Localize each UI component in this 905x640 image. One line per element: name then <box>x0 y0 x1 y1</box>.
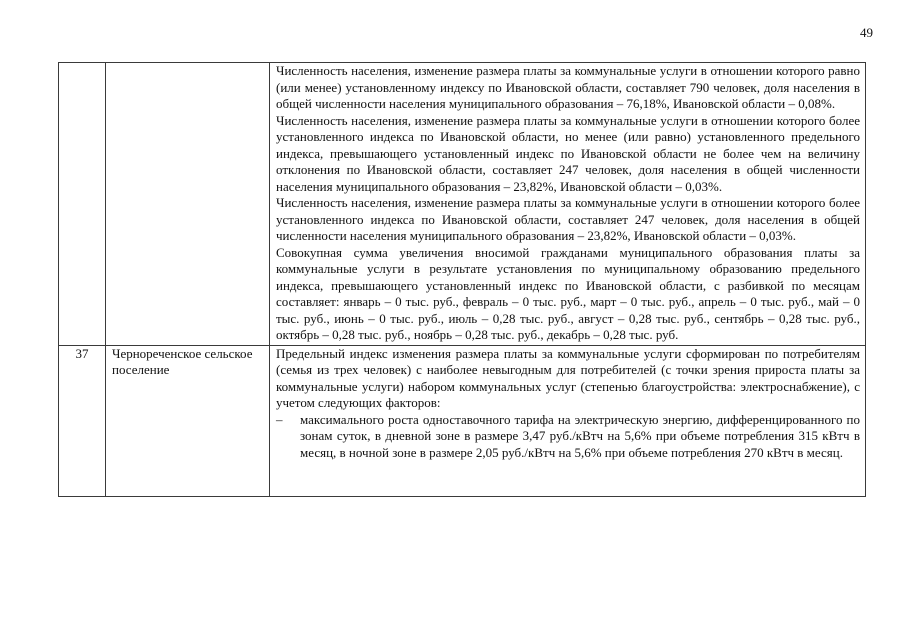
dash-bullet-icon: – <box>276 411 283 427</box>
page-number: 49 <box>860 25 873 40</box>
municipality-name-cell: Чернореченское сельское поселение <box>106 345 270 496</box>
paragraph: Численность населения, изменение размера платы за коммунальные услуги в отношении которого равно (или менее) установленному индексу по Ивановской области, составляет 790 человек, доля населения в общей численности населения муниципального образования – 76,18%, Ивановской области – 0,08%. <box>276 63 860 111</box>
bullet-item <box>276 412 860 462</box>
paragraph: Численность населения, изменение размера платы за коммунальные услуги в отношении которого более установленного индекса по Ивановской области, но менее (или равно) установленного предельного индекса, превышающего установленный индекс по Ивановской области не более чем на величину отклонения по Ивановской области, составляет 247 человек, доля населения в общей численности населения муниципального образования – 23,82%, Ивановской области – 0,03%. <box>276 112 860 194</box>
table-row <box>59 345 866 496</box>
description-cell <box>270 345 866 496</box>
paragraph: Численность населения, изменение размера платы за коммунальные услуги в отношении которого более установленного индекса по Ивановской области, составляет 247 человек, доля населения в общей численности населения муниципального образования – 23,82%, Ивановской области – 0,03%. <box>276 195 860 243</box>
description-cell <box>270 63 866 346</box>
row-number-cell <box>59 63 106 346</box>
municipality-name-cell <box>106 63 270 346</box>
paragraph: Совокупная сумма увеличения вносимой гражданами муниципального образования платы за коммунальные услуги в результате установления по муниципальному образованию предельного индекса, превышающего установленный индекс по Ивановской области, с разбивкой по месяцам составляет: январь – 0 тыс. руб., февраль – 0 тыс. руб., март – 0 тыс. руб., апрель – 0 тыс. руб., май – 0 тыс. руб., июнь – 0 тыс. руб., июль – 0,28 тыс. руб., август – 0,28 тыс. руб., сентябрь – 0,28 тыс. руб., октябрь – 0,28 тыс. руб., ноябрь – 0,28 тыс. руб., декабрь – 0,28 тыс. руб. <box>276 244 860 342</box>
paragraph: Предельный индекс изменения размера платы за коммунальные услуги сформирован по потребителям (семья из трех человек) с наиболее невыгодным для потребителей (с точки зрения прироста платы за коммунальные услуги) набором коммунальных услуг (степенью благоустройства: электроснабжение), с учетом следующих факторов: <box>276 345 860 410</box>
bullet-text: максимального роста одноставочного тарифа на электрическую энергию, дифференцированного по зонам суток, в дневной зоне в размере 3,47 руб./кВтч на 5,6% при объеме потребления 315 кВтч в месяц, в ночной зоне в размере 2,05 руб./кВтч на 5,6% при объеме потребления 270 кВтч в месяц. <box>300 411 860 460</box>
table-row <box>59 63 866 346</box>
row-number-cell: 37 <box>59 345 106 496</box>
document-table <box>58 62 866 497</box>
